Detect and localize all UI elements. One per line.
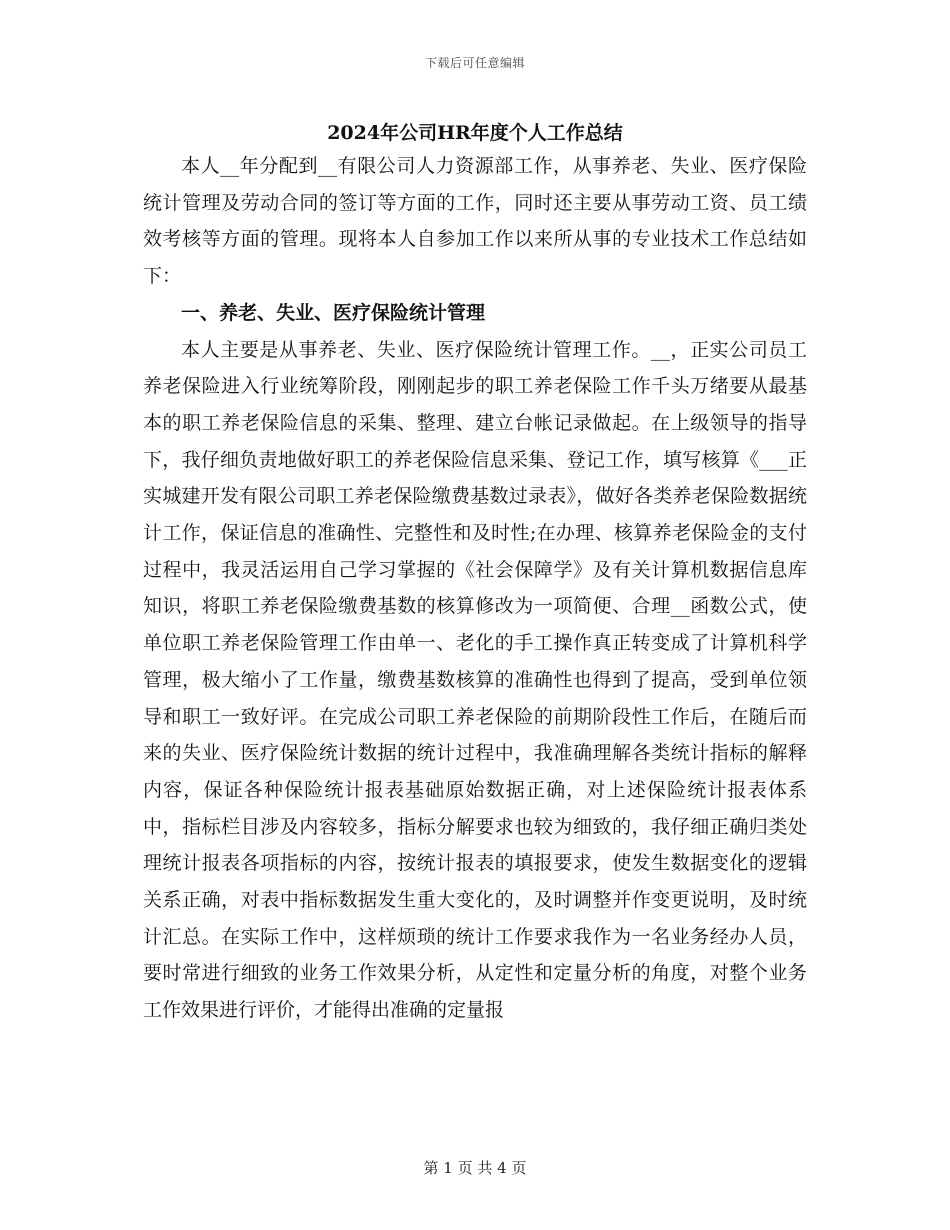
page-header-note: 下载后可任意编辑 — [424, 56, 525, 70]
document-title: 2024年公司HR年度个人工作总结 — [327, 122, 623, 144]
section-paragraph: 本人主要是从事养老、失业、医疗保险统计管理工作。__，正实公司员工养老保险进入行业统筹阶段，刚刚起步的职工养老保险工作千头万绪要从最基本的职工养老保险信息的采集、整理、建立台帐记录做起。在上级领导的指导下，我仔细负责地做好职工的养老保险信息采集、登记工作，填写核算《___正实城建开发有限公司职工养老保险缴费基数过录表》，做好各类养老保险数据统计工作，保证信息的准确性、完整性和及时性;在办理、核算养老保险金的支付过程中，我灵活运用自己学习掌握的《社会保障学》及有关计算机数据信息库知识，将职工养老保险缴费基数的核算修改为一项简便、合理__函数公式，使单位职工养老保险管理工作由单一、老化的手工操作真正转变成了计算机科学管理，极大缩小了工作量，缴费基数核算的准确性也得到了提高，受到单位领导和职工一致好评。在完成公司职工养老保险的前期阶段性工作后，在随后而来的失业、医疗保险统计数据的统计过程中，我准确理解各类统计指标的解释内容，保证各种保险统计报表基础原始数据正确，对上述保险统计报表体系中，指标栏目涉及内容较多，指标分解要求也较为细致的，我仔细正确归类处理统计报表各项指标的内容，按统计报表的填报要求，使发生数据变化的逻辑关系正确，对表中指标数据发生重大变化的，及时调整并作变更说明，及时统计汇总。在实际工作中，这样烦琐的统计工作要求我作为一名业务经办人员，要时常进行细致的业务工作效果分析，从定性和定量分析的角度，对整个业务工作效果进行评价，才能得出准确的定量报 — [143, 338, 807, 1022]
intro-paragraph: 本人__年分配到__有限公司人力资源部工作，从事养老、失业、医疗保险统计管理及劳动合同的签订等方面的工作，同时还主要从事劳动工资、员工绩效考核等方面的管理。现将本人自参加工作以来所从事的专业技术工作总结如下： — [143, 155, 807, 288]
section-heading: 一、养老、失业、医疗保险统计管理 — [181, 301, 486, 324]
document-body — [143, 148, 807, 1029]
page-number-footer: 第 1 页 共 4 页 — [423, 1159, 527, 1177]
